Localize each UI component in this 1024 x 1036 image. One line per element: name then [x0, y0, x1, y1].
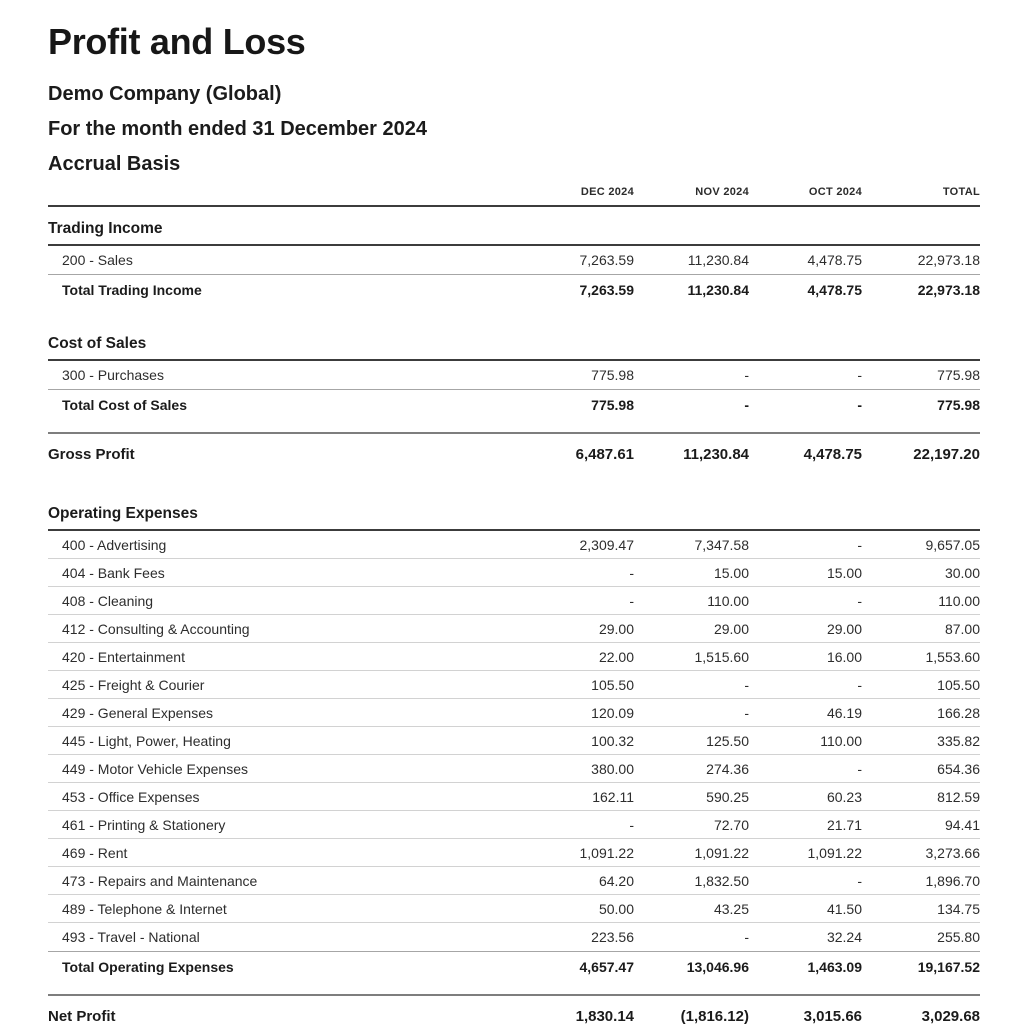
summary-value: 11,230.84 [634, 432, 749, 474]
account-value: - [519, 559, 634, 587]
summary-value: 3,029.68 [862, 994, 980, 1036]
account-row [48, 839, 980, 867]
company-name: Demo Company (Global) [48, 83, 282, 106]
account-value: 110.00 [862, 587, 980, 615]
summary-label: Net Profit [48, 994, 519, 1036]
summary-label: Gross Profit [48, 432, 519, 474]
account-value: 21.71 [749, 811, 862, 839]
total-label: Total Trading Income [48, 274, 519, 304]
account-row [48, 923, 980, 951]
total-value: 19,167.52 [862, 951, 980, 981]
account-row [48, 246, 980, 274]
account-value: - [519, 587, 634, 615]
account-label: 412 - Consulting & Accounting [48, 615, 519, 643]
account-value: 120.09 [519, 699, 634, 727]
account-row [48, 727, 980, 755]
account-value: 110.00 [634, 587, 749, 615]
total-value: 1,463.09 [749, 951, 862, 981]
account-value: 223.56 [591, 929, 634, 946]
profit-loss-table [48, 186, 980, 1036]
account-value: - [749, 587, 862, 615]
account-value: 43.25 [634, 895, 749, 923]
account-value: 3,273.66 [862, 839, 980, 867]
spacer [48, 304, 980, 322]
account-label: 400 - Advertising [48, 531, 519, 559]
account-row [48, 559, 980, 587]
account-value: 2,309.47 [519, 531, 634, 559]
summary-row-net-profit [48, 994, 980, 1036]
account-value: - [744, 367, 749, 384]
total-row [48, 389, 980, 419]
account-label: 489 - Telephone & Internet [48, 895, 519, 923]
account-value: 105.50 [519, 671, 634, 699]
section-heading-cost-of-sales: Cost of Sales [48, 322, 980, 361]
column-header-row [48, 186, 980, 207]
account-row [48, 867, 980, 895]
account-row [48, 811, 980, 839]
account-value: 7,347.58 [634, 531, 749, 559]
spacer-cell [48, 304, 980, 322]
account-value: 775.98 [591, 367, 634, 384]
account-value: 94.41 [862, 811, 980, 839]
account-value: 1,896.70 [862, 867, 980, 895]
summary-value: 4,478.75 [749, 432, 862, 474]
total-value: 13,046.96 [634, 951, 749, 981]
total-value: - [634, 389, 749, 419]
account-value: 162.11 [519, 783, 634, 811]
account-value: 125.50 [634, 727, 749, 755]
account-value: 7,263.59 [579, 252, 634, 269]
account-row [48, 361, 980, 389]
account-value: 87.00 [862, 615, 980, 643]
account-value: - [857, 367, 862, 384]
column-header-oct-2024: OCT 2024 [749, 186, 862, 207]
account-label: 200 - Sales [62, 252, 133, 269]
account-row [48, 531, 980, 559]
account-label: 469 - Rent [48, 839, 519, 867]
account-value: 166.28 [862, 699, 980, 727]
account-value: 1,091.22 [519, 839, 634, 867]
account-row [48, 615, 980, 643]
account-value: 64.20 [519, 867, 634, 895]
account-label: 453 - Office Expenses [48, 783, 519, 811]
report-table-body [48, 207, 980, 1036]
summary-row-gross-profit [48, 432, 980, 474]
total-row [48, 951, 980, 981]
account-value: 29.00 [749, 615, 862, 643]
account-row [48, 895, 980, 923]
account-value: 41.50 [749, 895, 862, 923]
account-row [48, 671, 980, 699]
accounting-basis: Accrual Basis [48, 153, 181, 176]
account-value: - [519, 811, 634, 839]
empty-header-cell [48, 186, 519, 207]
section-heading-row [48, 322, 980, 361]
spacer-cell [48, 474, 980, 492]
column-header-nov-2024: NOV 2024 [634, 186, 749, 207]
account-value: 335.82 [862, 727, 980, 755]
account-value: 15.00 [634, 559, 749, 587]
account-row [48, 643, 980, 671]
account-value: 29.00 [634, 615, 749, 643]
account-value: - [744, 929, 749, 946]
total-value: 4,478.75 [749, 274, 862, 304]
account-value: 60.23 [749, 783, 862, 811]
account-value: 274.36 [634, 755, 749, 783]
column-header-total: TOTAL [862, 186, 980, 207]
total-value: 775.98 [519, 389, 634, 419]
total-value: 7,263.59 [519, 274, 634, 304]
total-value: 11,230.84 [634, 274, 749, 304]
total-value: - [749, 389, 862, 419]
account-row [48, 755, 980, 783]
account-row [48, 783, 980, 811]
account-value: - [749, 671, 862, 699]
total-row [48, 274, 980, 304]
summary-value: 1,830.14 [519, 994, 634, 1036]
report-subtitle [48, 77, 980, 182]
account-value: 1,091.22 [749, 839, 862, 867]
total-value: 4,657.47 [519, 951, 634, 981]
spacer [48, 981, 980, 994]
account-value: - [749, 755, 862, 783]
account-label: 404 - Bank Fees [48, 559, 519, 587]
account-value: 22,973.18 [917, 252, 980, 269]
account-value: 812.59 [862, 783, 980, 811]
total-label: Total Cost of Sales [48, 389, 519, 419]
spacer [48, 474, 980, 492]
report-title: Profit and Loss [48, 21, 306, 62]
account-value: - [634, 671, 749, 699]
account-value: 72.70 [634, 811, 749, 839]
account-value: 46.19 [749, 699, 862, 727]
account-value: 1,832.50 [634, 867, 749, 895]
account-value: 255.80 [937, 929, 980, 946]
account-value: 15.00 [749, 559, 862, 587]
summary-value: 22,197.20 [862, 432, 980, 474]
account-label: 420 - Entertainment [48, 643, 519, 671]
account-value: 16.00 [749, 643, 862, 671]
account-label: 461 - Printing & Stationery [48, 811, 519, 839]
account-label: 425 - Freight & Courier [48, 671, 519, 699]
account-label: 445 - Light, Power, Heating [48, 727, 519, 755]
spacer [48, 419, 980, 432]
account-value: 105.50 [862, 671, 980, 699]
account-value: 32.24 [826, 929, 862, 946]
account-label: 449 - Motor Vehicle Expenses [48, 755, 519, 783]
account-value: 9,657.05 [862, 531, 980, 559]
account-value: 100.32 [519, 727, 634, 755]
section-heading-trading-income: Trading Income [48, 207, 980, 246]
column-header-dec-2024: DEC 2024 [519, 186, 634, 207]
account-label: 408 - Cleaning [48, 587, 519, 615]
account-value: 1,515.60 [634, 643, 749, 671]
account-value: 1,553.60 [862, 643, 980, 671]
summary-value: 3,015.66 [749, 994, 862, 1036]
account-value: 134.75 [862, 895, 980, 923]
summary-value: (1,816.12) [634, 994, 749, 1036]
account-value: 775.98 [937, 367, 980, 384]
account-label: 473 - Repairs and Maintenance [48, 867, 519, 895]
spacer-cell [48, 419, 980, 432]
account-value: 29.00 [519, 615, 634, 643]
account-value: 4,478.75 [807, 252, 862, 269]
account-row [48, 699, 980, 727]
report-period: For the month ended 31 December 2024 [48, 118, 428, 141]
spacer-cell [48, 981, 980, 994]
account-value: - [634, 699, 749, 727]
account-value: 50.00 [519, 895, 634, 923]
account-value: - [749, 531, 862, 559]
section-heading-row [48, 492, 980, 531]
account-label: 300 - Purchases [62, 367, 164, 384]
account-value: - [749, 867, 862, 895]
account-value: 30.00 [862, 559, 980, 587]
account-label: 429 - General Expenses [48, 699, 519, 727]
summary-value: 6,487.61 [519, 432, 634, 474]
account-value: 380.00 [519, 755, 634, 783]
account-value: 654.36 [862, 755, 980, 783]
account-value: 22.00 [519, 643, 634, 671]
account-value: 110.00 [749, 727, 862, 755]
account-value: 590.25 [634, 783, 749, 811]
section-heading-operating-expenses: Operating Expenses [48, 492, 980, 531]
total-value: 775.98 [862, 389, 980, 419]
section-heading-row [48, 207, 980, 246]
account-label: 493 - Travel - National [62, 929, 200, 946]
total-value: 22,973.18 [862, 274, 980, 304]
account-value: 1,091.22 [634, 839, 749, 867]
account-row [48, 587, 980, 615]
total-label: Total Operating Expenses [48, 951, 519, 981]
account-value: 11,230.84 [687, 252, 749, 269]
